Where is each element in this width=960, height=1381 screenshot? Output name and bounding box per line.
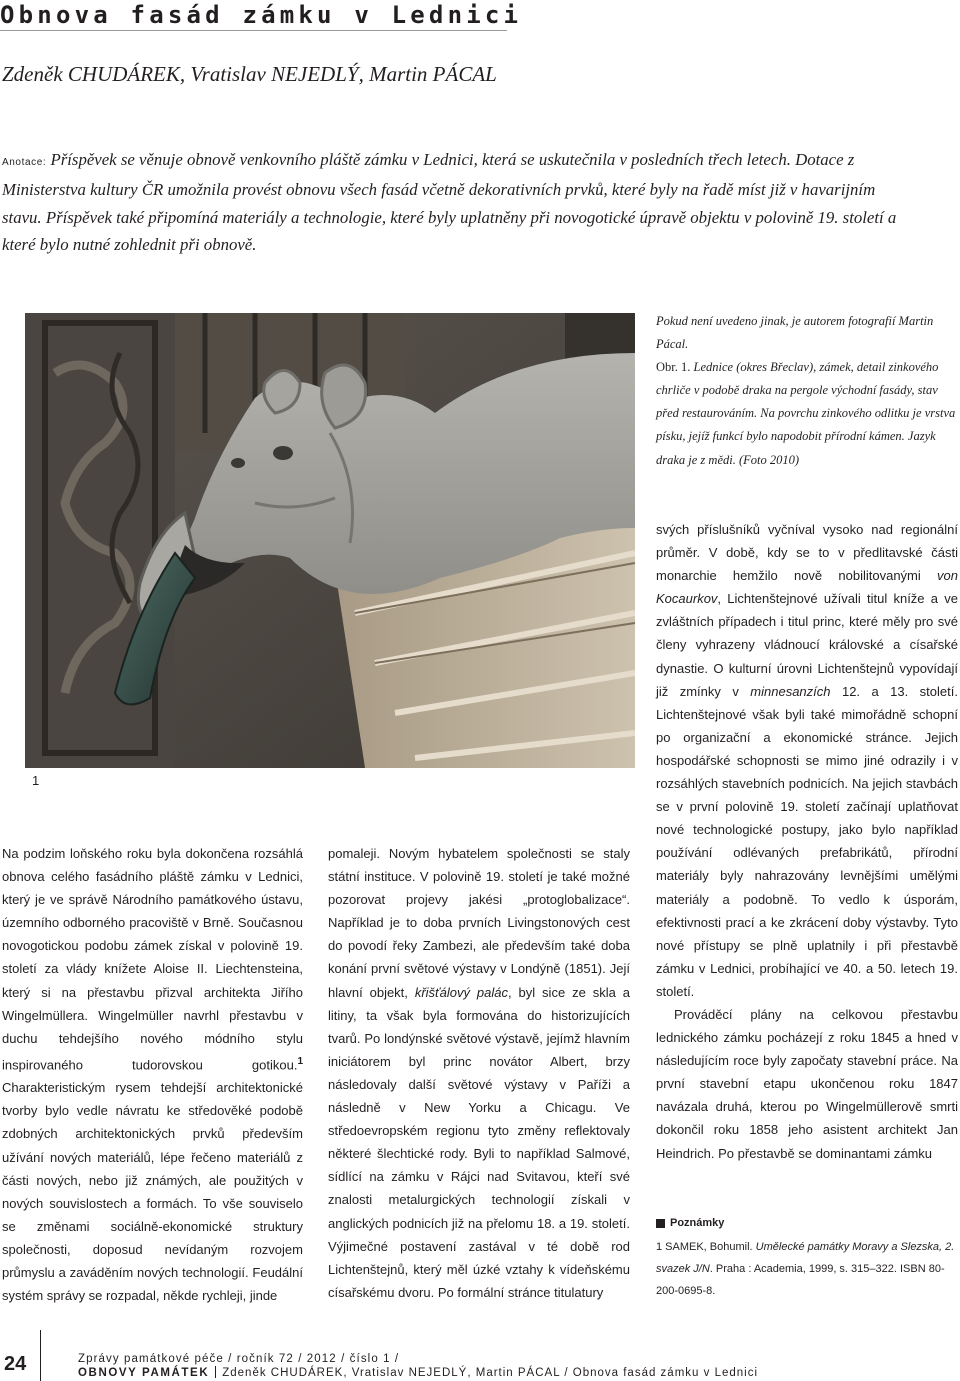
square-bullet-icon bbox=[656, 1219, 665, 1228]
text-run-italic: minnesanzích bbox=[750, 683, 831, 699]
footer-section: OBNOVY PAMÁTEK bbox=[78, 1367, 210, 1379]
paragraph bbox=[2, 842, 303, 1307]
text-run: , byl sice ze skla a litiny, ta však byla formována do historizujících tvarů. Po londýnské světové výstavě, jejímž hlavním iniciátorem byl princ novátor Albert, brzy následovaly další světové výstavy v Paříži a následně v New Yorku a Chicagu. Ve středoevropském regionu tyto změny reflektovaly některé šlechtické rody. Byli to například Salmové, sídlící na zámku v Rájci nad Svitavou, kteří své znalosti metalurgických technologií získali v anglických podnicích již na přelomu 18. a 19. století. Výjimečné postavení zastával v té době rod Lichtenštejnů, který měl úzké vztahy k vídeňskému císařskému dvoru. Po formální stránce titulatury bbox=[328, 984, 630, 1300]
photo-credit: Pokud není uvedeno jinak, je autorem fotografií Martin Pácal. bbox=[656, 314, 934, 352]
text-run: pomaleji. Novým hybatelem společnosti se staly státní instituce. V polovině 19. století je také možné pozorovat projevy jakési „protoglobalizace“. Například je to doba prvních Livingstonových cest do povodí řeky Zambezi, ale především také doba konání první světové výstavy v Londýně (1851). Její hlavní objekt, bbox=[328, 846, 630, 1000]
text-run: svých příslušníků vyčníval vysoko nad regionální průměr. V době, kdy se to v předlitavské části monarchie hemžilo nově nobilitovanými bbox=[656, 522, 958, 584]
paragraph: Prováděcí plány na celkovou přestavbu lednického zámku pocházejí z roku 1845 a hned v následujícím roce byly započaty stavební práce. Na první stavební etapu ukončenou roku 1847 navázala druhá, kterou po Wingelmüllerově smrti dokončil roku 1858 jeho asistent architekt Jan Heindrich. Po přestavbě se dominantami zámku bbox=[656, 1006, 958, 1161]
footnote-ref: 1 bbox=[297, 1055, 303, 1067]
figure-caption bbox=[656, 310, 960, 472]
text-run: Charakteristickým rysem tehdejší architektonické tvorby bylo vedle návratu ke středověké podobě zdobných architektonických prvků především užívání nových materiálů, lépe řečeno materiálů z části nových, nebo již známých, ale použitých v nových souvislostech a formách. To vše souviselo se změnami sociálně-ekonomické struktury společnosti, doposud nevídaným rozvojem průmyslu a zaváděním nových technologií. Feudální systém správy se rozpadal, někde rychleji, jinde bbox=[2, 1080, 303, 1304]
text-run-italic: křišťálový palác bbox=[414, 984, 508, 1000]
annotation-text: Příspěvek se věnuje obnově venkovního pláště zámku v Lednici, která se uskutečnila v posledních třech letech. Dotace z Ministerstva kultury ČR umožnila provést obnovu všech fasád včetně dekorativních prvků, které byly na řadě míst již v havarijním stavu. Příspěvek také připomíná materiály a technologie, které byly uplatněny při novogotické úpravě objektu v polovině 19. století a které bylo nutné zohlednit při obnově. bbox=[2, 150, 897, 254]
footer-separator bbox=[215, 1366, 216, 1378]
article-title: Obnova fasád zámku v Lednici bbox=[0, 1, 523, 29]
text-run: Na podzim loňského roku byla dokončena rozsáhlá obnova celého fasádního pláště zámku v Lednici, který je ve správě Národního památkového ústavu, územního odborného pracoviště v Brně. Současnou novogotickou podobu zámek získal v polovině 19. století za vlády knížete Aloise II. Liechtensteina, který si na přestavbu přizval architekta Jiřího Wingelmüllera. Wingelmüller navrhl přestavbu v duchu tehdejšího nového módního stylu inspirovaného tudorovskou gotikou. bbox=[2, 846, 303, 1073]
article-authors: Zdeněk CHUDÁREK, Vratislav NEJEDLÝ, Martin PÁCAL bbox=[2, 62, 497, 86]
text-run: , Lichtenštejnové užívali titul kníže a ve zvláštních případech i titul princ, které měly pro své členy vyhrazeny vládnoucí královské a císařské dynastie. O kulturní úrovni Lichtenštejnů vypovídají již zmínky v bbox=[656, 591, 958, 699]
title-rule bbox=[0, 30, 507, 31]
text-run-italic: von Kocaurkov bbox=[656, 568, 958, 607]
text-run: . Praha : Academia, 1999, s. 315–322. ISBN 80-200-0695-8. bbox=[656, 1263, 945, 1297]
annotation bbox=[2, 146, 908, 258]
page-number: 24 bbox=[4, 1353, 27, 1375]
text-run-italic: Umělecké památky Moravy a Slezska, 2. svazek J/N bbox=[656, 1241, 955, 1275]
footer-running-head bbox=[78, 1366, 758, 1380]
figure-number: 1 bbox=[32, 773, 40, 788]
notes-heading bbox=[656, 1214, 724, 1232]
notes-heading-label: Poznámky bbox=[670, 1217, 725, 1229]
paragraph bbox=[328, 842, 630, 1304]
photo-dragon-gargoyle bbox=[25, 313, 635, 768]
text-run: 12. a 13. století. Lichtenštejnové však byli také mimořádně schopní po organizační a ekonomické stránce. Jejich hospodářské schopnosti se mimo jiné odrazily i v rozsáhlých stavebních podnicích. Na jejich stavbách se v první polovině 19. století začínají uplatňovat nové technologické postupy, jako bylo například používání odlévaných prefabrikátů, přírodní materiály byly nahrazovány levnějšími umělými materiály a podobně. To vedlo k úsporám, efektivnosti prací a ke zkrácení doby výstavby. Tyto nové přístupy se plně uplatnily i při přestavbě zámku v Lednici, probíhající ve 40. a 50. letech 19. století. bbox=[656, 683, 958, 999]
footer-journal: Zprávy památkové péče / ročník 72 / 2012 / číslo 1 / bbox=[78, 1353, 400, 1365]
caption-label: Obr. 1. bbox=[656, 360, 691, 375]
body-column-1 bbox=[2, 842, 303, 1307]
gargoyle-illustration bbox=[25, 313, 635, 768]
footer-rule bbox=[40, 1330, 41, 1381]
body-column-2 bbox=[328, 842, 630, 1304]
body-column-3 bbox=[656, 518, 958, 1165]
footer-article: Zdeněk CHUDÁREK, Vratislav NEJEDLÝ, Martin PÁCAL / Obnova fasád zámku v Lednici bbox=[222, 1367, 759, 1379]
caption-text: Lednice (okres Břeclav), zámek, detail zinkového chrliče v podobě draka na pergole východní fasády, stav před restaurováním. Na povrchu zinkového odlitku je vrstva písku, jejíž funkcí bylo napodobit přírodní kámen. Jazyk draka je z mědi. (Foto 2010) bbox=[656, 360, 956, 467]
footnote-1 bbox=[656, 1236, 960, 1302]
paragraph bbox=[656, 518, 958, 1003]
text-run: 1 SAMEK, Bohumil. bbox=[656, 1241, 756, 1253]
annotation-label: Anotace: bbox=[2, 157, 47, 168]
